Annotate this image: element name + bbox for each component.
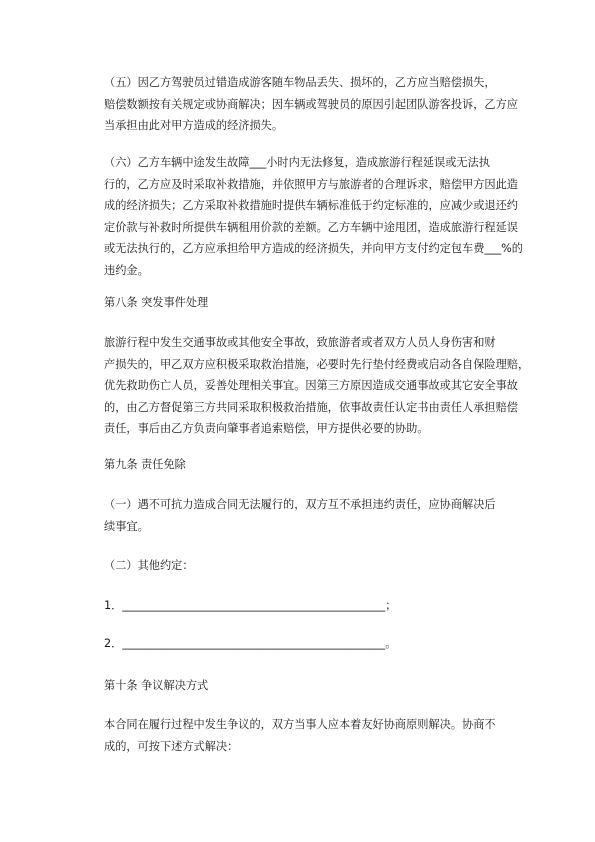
article-8-line-2: 产损失的，甲乙双方应积极采取救治措施，必要时先行垫付经费或启动各自保险理赔，: [104, 357, 530, 371]
clause-5-line-1: （五）因乙方驾驶员过错造成游客随车物品丢失、损坏的，乙方应当赔偿损失，: [104, 76, 496, 89]
article-10-line-1: 本合同在履行过程中发生争议的，双方当事人应本着友好协商原则解决。协商不: [104, 718, 496, 731]
article-9-blank-2: 2．_______________________________________________。: [104, 637, 397, 650]
article-9-item-1-line-2: 续事宜。: [104, 519, 149, 533]
article-8-paragraph: [104, 332, 530, 440]
article-8-heading: 第八条 突发事件处理: [104, 296, 209, 309]
clause-5-paragraph: [104, 72, 522, 137]
clause-6-line-3: 成的经济损失；乙方采取补救措施时提供车辆标准低于约定标准的，应减少或退还约: [104, 199, 518, 212]
article-9-item-1: [104, 494, 522, 537]
clause-6-paragraph: [104, 152, 522, 281]
clause-6-line-5: 或无法执行的，乙方应承担给甲方造成的经济损失，并向甲方支付约定包车费___%的: [104, 242, 523, 255]
article-10-paragraph: [104, 714, 522, 757]
article-9-item-1-line-1: （一）遇不可抗力造成合同无法履行的，双方互不承担违约责任，应协商解决后: [104, 498, 496, 511]
article-10-heading: 第十条 争议解决方式: [104, 679, 209, 692]
clause-6-line-2: 行的，乙方应及时采取补救措施，并依照甲方与旅游者的合理诉求，赔偿甲方因此造: [104, 177, 518, 191]
article-8-line-3: 优先救助伤亡人员，妥善处理相关事宜。因第三方原因造成交通事故或其它安全事故: [104, 379, 518, 392]
article-9-heading: 第九条 责任免除: [104, 458, 186, 471]
article-10-line-2: 成的，可按下述方式解决：: [104, 739, 239, 753]
article-9-blank-1: 1．_______________________________________________；: [104, 599, 397, 612]
clause-5-line-3: 当承担由此对甲方造成的经济损失。: [104, 119, 284, 132]
clause-6-line-1: （六）乙方车辆中途发生故障___小时内无法修复，造成旅游行程延误或无法执: [104, 156, 490, 169]
article-8-line-4: 的，由乙方督促第三方共同采取积极救治措施，依事故责任认定书由责任人承担赔偿: [104, 400, 518, 414]
article-9-item-2: （二）其他约定：: [104, 559, 194, 572]
clause-6-line-4: 定价款与补救时所提供车辆租用价款的差额。乙方车辆中途甩团，造成旅游行程延误: [104, 220, 518, 234]
article-8-line-5: 责任，事后由乙方负责向肇事者追索赔偿，甲方提供必要的协助。: [104, 422, 429, 435]
clause-6-line-6: 违约金。: [104, 263, 149, 277]
clause-5-line-2: 赔偿数额按有关规定或协商解决；因车辆或驾驶员的原因引起团队游客投诉，乙方应: [104, 97, 518, 111]
article-8-line-1: 旅游行程中发生交通事故或其他安全事故，致旅游者或者双方人员人身伤害和财: [104, 336, 496, 349]
